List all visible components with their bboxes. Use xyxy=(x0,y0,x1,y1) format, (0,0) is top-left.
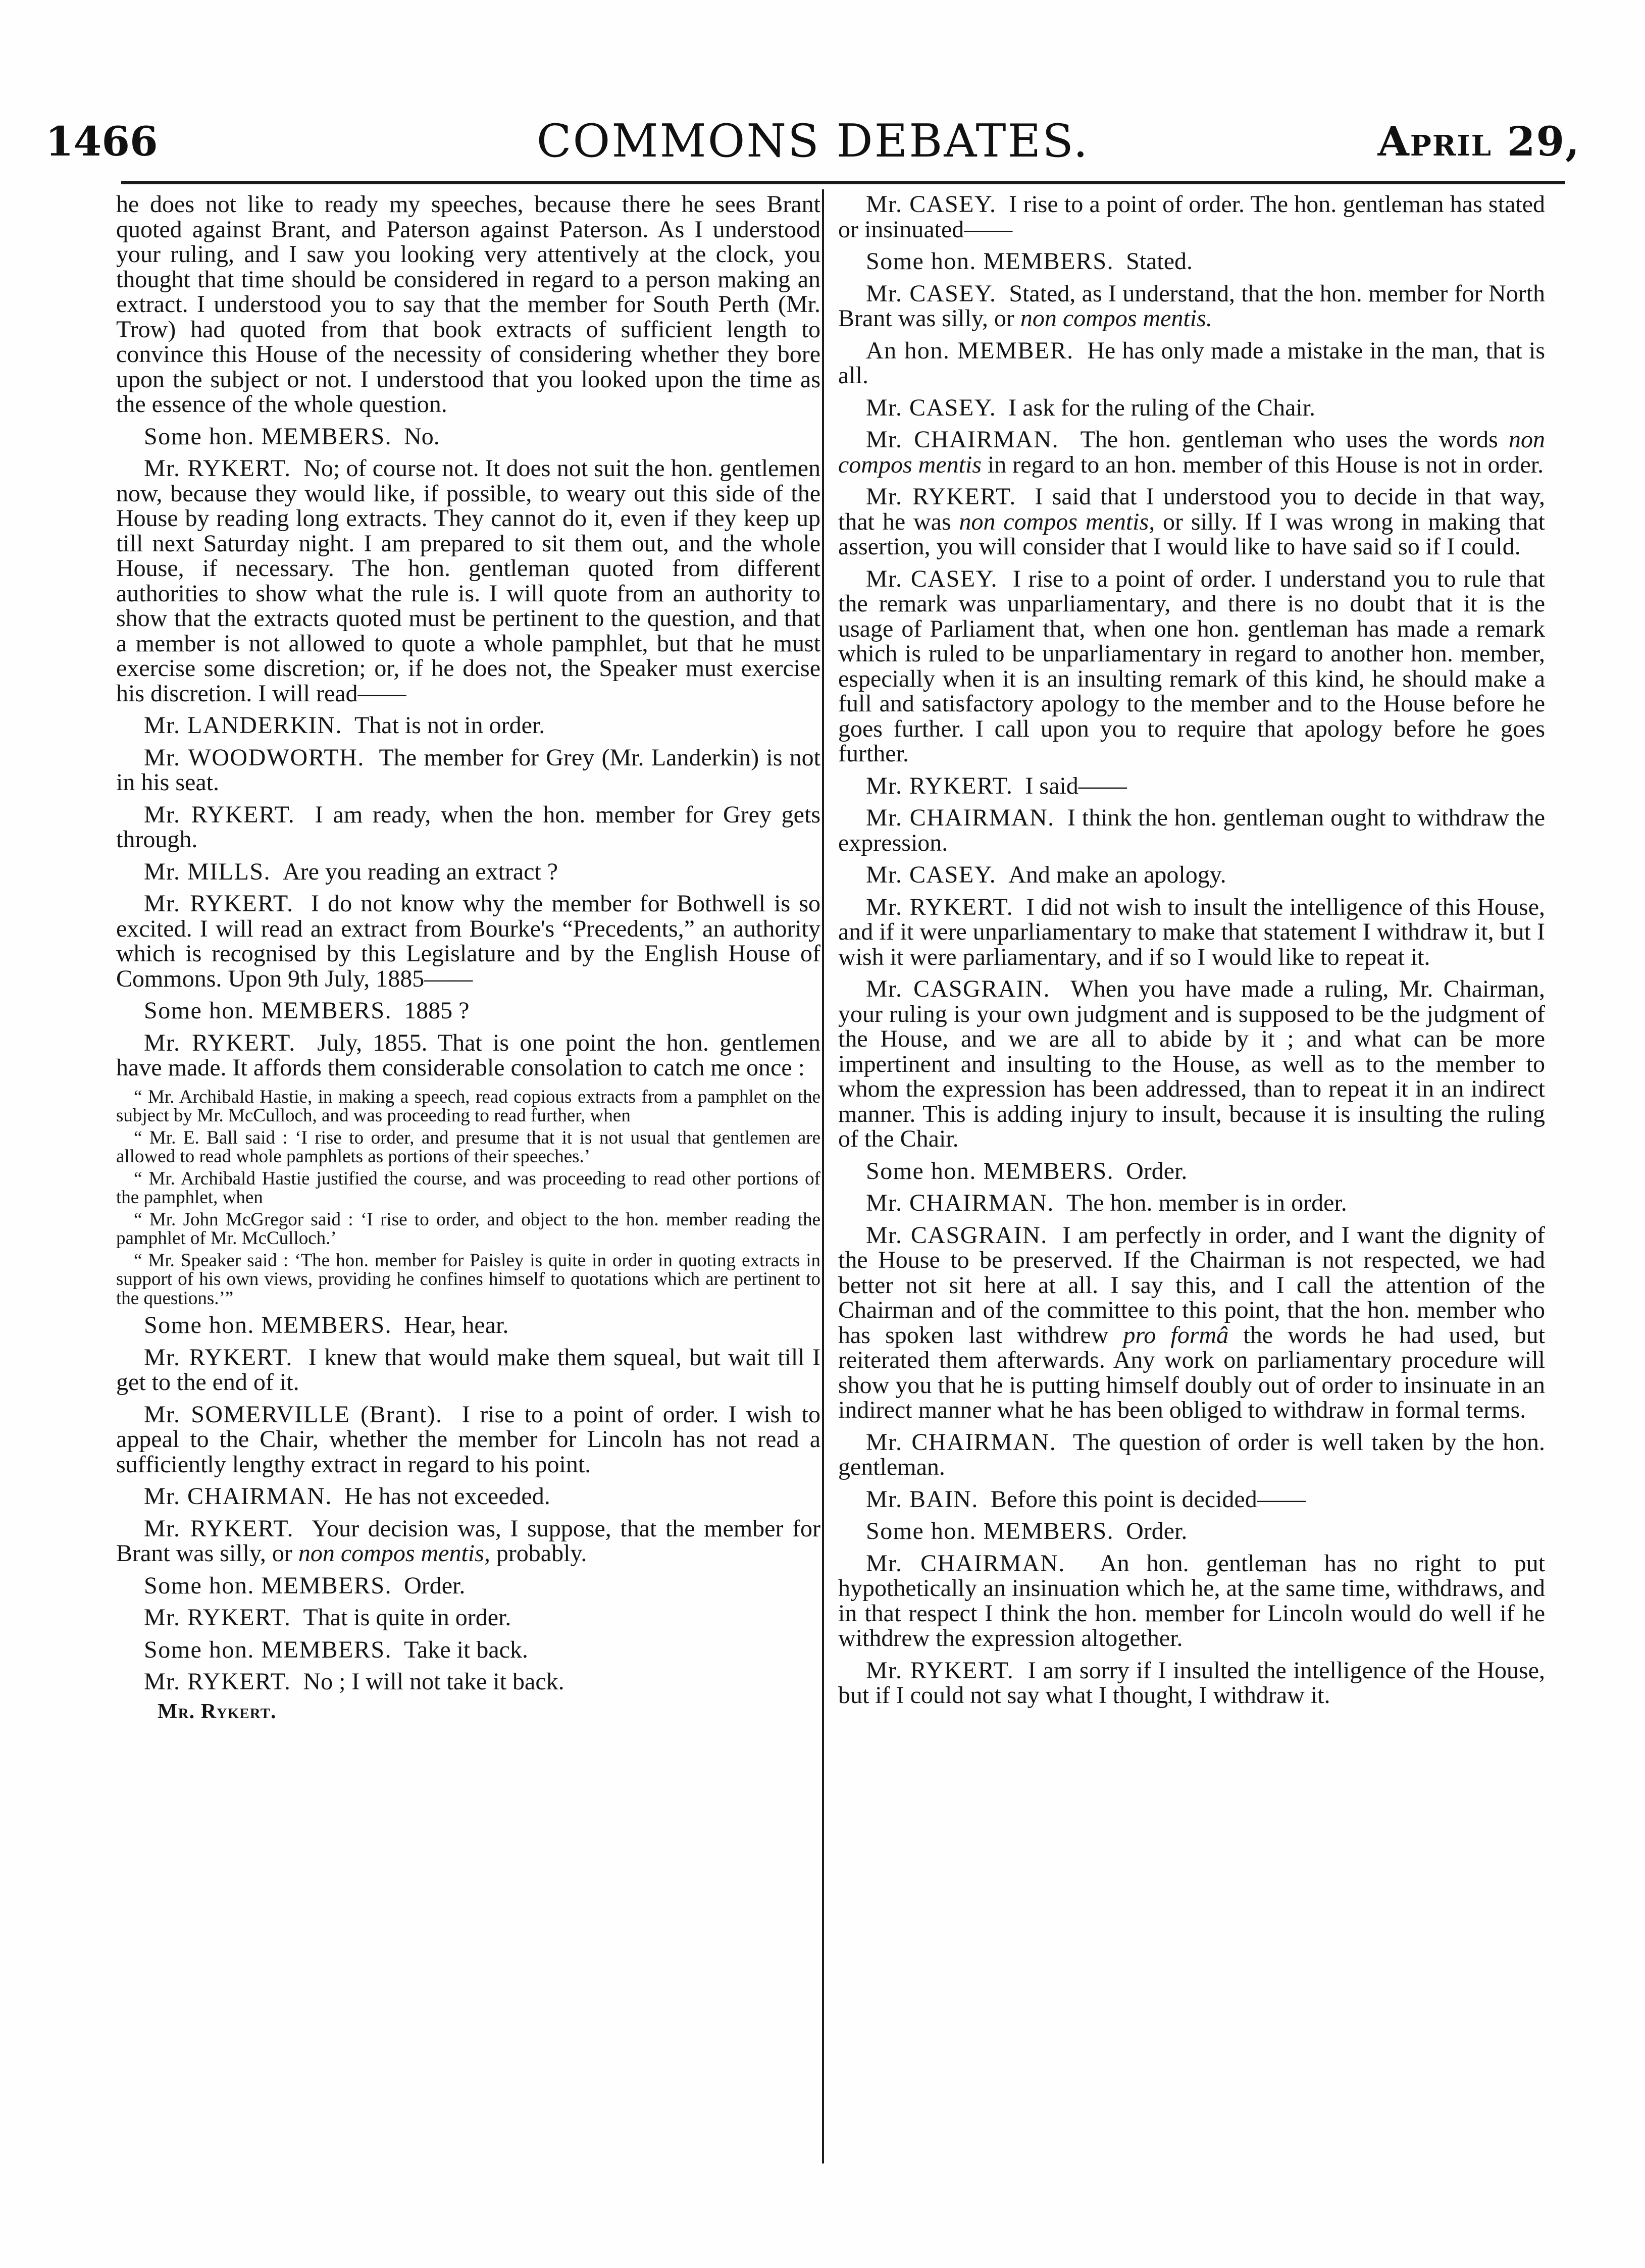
speaker: Some hon. MEMBERS. xyxy=(866,1518,1114,1544)
speech xyxy=(838,1159,1545,1184)
speaker: Mr. CHAIRMAN. xyxy=(866,1428,1057,1456)
speaker: Mr. RYKERT. xyxy=(866,772,1013,799)
speaker: Mr. RYKERT. xyxy=(866,483,1016,510)
speaker: Mr. RYKERT. xyxy=(144,1344,293,1371)
speech-text: Order. xyxy=(1126,1518,1188,1544)
speech-text: I did not wish to insult the intelligence of this House, and if it were unparliamentary to make that statement I withdraw it, but I wish it were parliamentary, and if so I would like to repeat it. xyxy=(838,893,1546,970)
speaker: Mr. RYKERT. xyxy=(144,801,295,828)
quote-paragraph: “ Mr. Archibald Hastie, in making a speech, read copious extracts from a pamphlet on the subject by Mr. McCulloch, and was proceeding to read further, when xyxy=(116,1086,820,1126)
speech xyxy=(116,424,820,449)
speech-text: I rise to a point of order. The hon. gentleman has stated or insinuated—— xyxy=(838,191,1546,243)
right-column xyxy=(838,192,1545,1715)
speech xyxy=(116,1313,820,1338)
speech xyxy=(116,456,820,706)
speaker: Mr. CASGRAIN. xyxy=(866,975,1051,1002)
speaker: Mr. CHAIRMAN. xyxy=(866,804,1055,831)
speech-text: The hon. gentleman who uses the words xyxy=(1080,426,1509,453)
speech xyxy=(116,891,820,991)
speech xyxy=(838,395,1545,421)
speech-text: July, 1855. That is one point the hon. gentlemen have made. It affords them considerable consolation to catch me once : xyxy=(116,1029,821,1081)
speech xyxy=(838,249,1545,274)
speaker: Mr. MILLS. xyxy=(144,858,271,885)
speaker: Mr. CHAIRMAN. xyxy=(866,426,1059,453)
speaker: Mr. CASEY. xyxy=(866,280,997,307)
speech xyxy=(116,1345,820,1395)
speech-text: I said that I understood you to decide in that way, that he was xyxy=(838,483,1545,535)
speech-text: Are you reading an extract ? xyxy=(283,858,558,885)
speaker: Mr. CASEY. xyxy=(866,394,997,421)
speech-text: 1885 ? xyxy=(404,997,470,1024)
speech-text: I ask for the ruling of the Chair. xyxy=(1008,394,1316,421)
speaker: Mr. RYKERT. xyxy=(144,890,294,917)
page-date: April 29, xyxy=(1377,118,1580,165)
speech xyxy=(116,802,820,852)
speech-text: No; of course not. It does not suit the hon. gentlemen now, because they would like, if possible, to weary out this side of the House by reading long extracts. They cannot do it, even if they keep up till next Saturday night. I am prepared to sit them out, and the whole House, if necessary. The hon. gentleman quoted from different authorities to show what the rule is. I will quote from an authority to show that the extracts quoted must be pertinent to the question, and that a member is not allowed to quote a whole pamphlet, but that he must exercise some discretion; or, if he does not, the Speaker must exercise his discretion. I will read—— xyxy=(116,455,820,707)
speech xyxy=(116,998,820,1023)
speaker: Some hon. MEMBERS. xyxy=(144,423,392,450)
speech-text: probably. xyxy=(490,1540,587,1567)
speech xyxy=(838,1658,1545,1708)
speech xyxy=(838,281,1545,331)
speech-text: An hon. gentleman has no right to put hypothetically an insinuation which he, at the same time, withdraws, and in that respect I think the hon. member for Lincoln would do well if he withdrew the expression altogether. xyxy=(838,1550,1545,1652)
speech-text: That is not in order. xyxy=(354,712,545,739)
speech-text: Your decision was, I suppose, that the member for Brant was silly, or xyxy=(116,1515,821,1567)
speech xyxy=(116,1669,820,1694)
speech-text: The hon. member is in order. xyxy=(1066,1190,1347,1216)
speaker: Mr. CASEY. xyxy=(866,565,998,592)
speech-text: No ; I will not take it back. xyxy=(303,1668,564,1695)
speech xyxy=(838,1551,1545,1651)
speech-text: Before this point is decided—— xyxy=(990,1485,1306,1513)
latin-phrase: non compos mentis xyxy=(838,426,1546,478)
speech xyxy=(838,1430,1545,1480)
speech-text: or silly. If I was wrong in making that assertion, you will consider that I would like to have said so if I could. xyxy=(838,508,1546,560)
speech-text: I rise to a point of order. I understand you to rule that the remark was unparliamentary, and there is no doubt that it is the usage of Parliament that, when one hon. gentleman has made a remark which is ruled to be unparliamentary in regard to another hon. member, especially when it is an insulting remark of this kind, he should make a full and satisfactory apology to the member and to the House before he goes further. I call upon you to require that apology before he goes further. xyxy=(838,565,1546,767)
speaker: Mr. CHAIRMAN. xyxy=(866,1190,1054,1216)
speech-text: I rise to a point of order. I wish to appeal to the Chair, whether the member for Lincoln has not read a sufficiently lengthy extract in regard to his point. xyxy=(116,1401,820,1478)
speaker: Mr. CASEY. xyxy=(866,861,997,888)
speech xyxy=(838,484,1545,559)
speech xyxy=(838,566,1545,766)
quote-paragraph: “ Mr. E. Ball said : ‘I rise to order, and presume that it is not usual that gentlemen are allowed to read whole pamphlets as portions of their speeches.’ xyxy=(116,1127,820,1167)
left-column xyxy=(116,192,820,1724)
continued-paragraph xyxy=(116,192,820,417)
speaker: Mr. RYKERT. xyxy=(866,1657,1014,1684)
speech-text: The member for Grey (Mr. Landerkin) is not in his seat. xyxy=(116,744,821,796)
speech-text: I think the hon. gentleman ought to withdraw the expression. xyxy=(838,804,1545,856)
latin-phrase: non compos mentis, xyxy=(298,1540,490,1567)
speech xyxy=(838,895,1545,970)
speaker: Mr. CHAIRMAN. xyxy=(144,1483,332,1510)
speech xyxy=(116,1605,820,1630)
speaker: Mr. RYKERT. xyxy=(144,1029,296,1056)
speech-text: That is quite in order. xyxy=(303,1604,511,1631)
speech-text: Order. xyxy=(1126,1157,1188,1184)
speaker: Some hon. MEMBERS. xyxy=(144,1312,392,1338)
speech xyxy=(838,1223,1545,1423)
speaker: Mr. RYKERT. xyxy=(144,455,291,482)
speech-text: I am ready, when the hon. member for Grey gets through. xyxy=(116,801,821,853)
speech-text: Take it back. xyxy=(404,1636,528,1663)
speaker: Mr. WOODWORTH. xyxy=(144,744,365,771)
speech-text: He has only made a mistake in the man, that is all. xyxy=(838,337,1546,389)
speaker: Mr. RYKERT. xyxy=(144,1515,294,1542)
speech-text: He has not exceeded. xyxy=(344,1483,550,1510)
speech xyxy=(116,1484,820,1509)
speaker: Mr. RYKERT. xyxy=(866,893,1014,920)
paragraph-text: he does not like to ready my speeches, because there he sees Brant quoted against Brant, and Paterson against Paterson. As I understood your ruling, and I saw you looking very attentively at the clock, you thought that time should be considered in regard to a person making an extract. I understood you to say that the member for South Perth (Mr. Trow) had quoted from that book extracts of sufficient length to convince this House of the necessity of considering whether they bore upon the subject or not. I understood that you looked upon the time as the essence of the whole question. xyxy=(116,191,820,418)
speech-text: I am perfectly in order, and I want the dignity of the House to be preserved. If the Chairman is not respected, we had better not sit here at all. I say this, and I call the attention of the Chairman and of the committee to this point, that the hon. member who has spoken last withdrew xyxy=(838,1221,1546,1349)
speech-text: I am sorry if I insulted the intelligence of the House, but if I could not say what I thought, I withdraw it. xyxy=(838,1657,1546,1709)
speech-text: When you have made a ruling, Mr. Chairman, your ruling is your own judgment and is supposed to be the judgment of the House, and we are all to abide by it ; and what can be more impertinent and insulting to the House, as well as to the member to whom the expression has been addressed, than to repeat it in an indirect manner. This is adding injury to insult, because it is insulting the ruling of the Chair. xyxy=(838,975,1546,1152)
speaker: Mr. BAIN. xyxy=(866,1485,979,1513)
speech-text: And make an apology. xyxy=(1008,861,1226,888)
speaker: Mr. LANDERKIN. xyxy=(144,712,342,739)
speaker: Mr. RYKERT. xyxy=(144,1604,291,1631)
speech xyxy=(116,1637,820,1663)
speech-text: I said—— xyxy=(1025,772,1127,799)
speaker: Mr. SOMERVILLE (Brant). xyxy=(144,1401,443,1428)
speaker: Some hon. MEMBERS. xyxy=(866,1157,1114,1184)
speech xyxy=(838,1487,1545,1512)
speech-text: Order. xyxy=(404,1572,466,1599)
speech-text: Stated. xyxy=(1126,248,1193,275)
speech xyxy=(838,862,1545,888)
speech-text: Stated, as I understand, that the hon. member for North Brant was silly, or xyxy=(838,280,1546,332)
speech xyxy=(838,774,1545,799)
speech xyxy=(116,859,820,885)
speech-text: the words he had used, but reiterated them afterwards. Any work on parliamentary procedure will show you that he is putting himself doubly out of order to insinuate in an indirect manner what he has been obliged to withdraw in formal terms. xyxy=(838,1321,1546,1423)
speaker: Mr. CHAIRMAN. xyxy=(866,1550,1065,1577)
latin-phrase: pro formâ xyxy=(1123,1321,1229,1349)
speaker: Mr. CASEY. xyxy=(866,191,997,218)
speaker: Mr. CASGRAIN. xyxy=(866,1221,1048,1249)
speech xyxy=(116,1573,820,1599)
running-head xyxy=(45,111,1580,177)
quote-paragraph: “ Mr. John McGregor said : ‘I rise to order, and object to the hon. member reading the pamphlet of Mr. McCulloch.’ xyxy=(116,1209,820,1249)
catchword: Mr. Rykert. xyxy=(158,1699,277,1723)
speech xyxy=(116,713,820,738)
page-number: 1466 xyxy=(45,118,158,165)
quoted-extract xyxy=(116,1088,820,1308)
speech-text: I knew that would make them squeal, but wait till I get to the end of it. xyxy=(116,1344,821,1396)
speaker: An hon. MEMBER. xyxy=(866,337,1074,364)
speech xyxy=(116,1516,820,1566)
speech-text: The question of order is well taken by the hon. gentleman. xyxy=(838,1428,1546,1480)
speech xyxy=(116,1030,820,1080)
speech-text: I do not know why the member for Bothwell is so excited. I will read an extract from Bourke's “Precedents,” an authority which is recognised by this Legislature and by the English House of Commons. Upon 9th July, 1885—— xyxy=(116,890,821,992)
speaker: Mr. RYKERT. xyxy=(144,1668,291,1695)
speech xyxy=(116,745,820,795)
speaker: Some hon. MEMBERS. xyxy=(866,248,1114,275)
quote-paragraph: “ Mr. Archibald Hastie justified the course, and was proceeding to read other portions of the pamphlet, when xyxy=(116,1168,820,1208)
speech xyxy=(838,1519,1545,1544)
speaker: Some hon. MEMBERS. xyxy=(144,997,392,1024)
speech-text: in regard to an hon. member of this House is not in order. xyxy=(981,451,1544,478)
speech xyxy=(838,427,1545,477)
speech xyxy=(838,1191,1545,1216)
header-rule xyxy=(121,181,1565,184)
speaker: Some hon. MEMBERS. xyxy=(144,1636,392,1663)
speech xyxy=(838,805,1545,855)
speech-text: Hear, hear. xyxy=(404,1312,509,1338)
speech-text: No. xyxy=(404,423,440,450)
quote-paragraph: “ Mr. Speaker said : ‘The hon. member for Paisley is quite in order in quoting extracts in support of his own views, providing he confines himself to quotations which are pertinent to the questions.’” xyxy=(116,1250,820,1309)
speech xyxy=(116,1402,820,1477)
column-divider xyxy=(822,189,824,2163)
latin-phrase: non compos mentis. xyxy=(1020,305,1212,332)
speaker: Some hon. MEMBERS. xyxy=(144,1572,392,1599)
latin-phrase: non compos mentis, xyxy=(959,508,1155,535)
speech xyxy=(838,192,1545,242)
journal-title: COMMONS DEBATES. xyxy=(536,115,1090,168)
speech xyxy=(838,976,1545,1152)
speech xyxy=(838,338,1545,388)
